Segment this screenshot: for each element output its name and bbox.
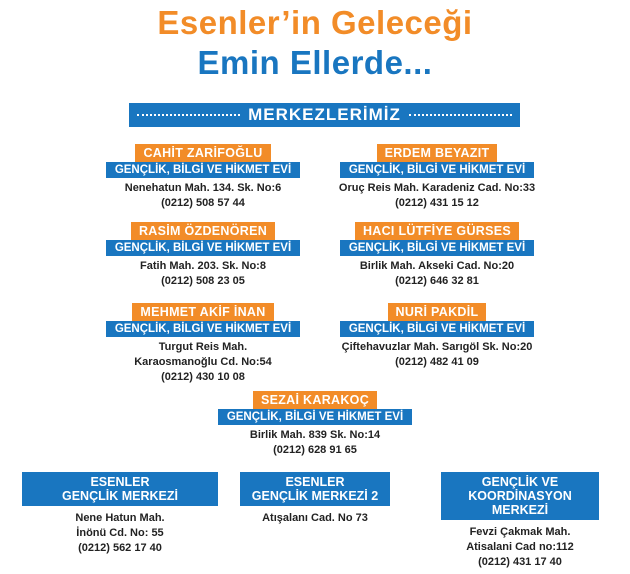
center-phone: (0212) 508 57 44: [161, 197, 245, 209]
center-type: GENÇLİK, BİLGİ VE HİKMET EVİ: [340, 162, 534, 178]
center-type: GENÇLİK, BİLGİ VE HİKMET EVİ: [340, 240, 534, 256]
center-address: Birlik Mah. 839 Sk. No:14: [249, 429, 381, 441]
youth-center-title-line-1: ESENLER: [90, 475, 150, 489]
center-phone: (0212) 431 15 12: [395, 197, 479, 209]
youth-center-address: Atışalanı Cad. No 73: [262, 512, 368, 524]
youth-center-title-line-2: GENÇLİK MERKEZİ 2: [251, 489, 379, 503]
center-card-mehmet-akif-inan: [68, 303, 338, 385]
banner-dots-left: [137, 114, 240, 116]
youth-center-address-line-1: Fevzi Çakmak Mah.: [469, 526, 571, 538]
center-name: RASİM ÖZDENÖREN: [131, 222, 275, 240]
center-type: GENÇLİK, BİLGİ VE HİKMET EVİ: [340, 321, 534, 337]
center-card-haci-lutfiye-gurses: [302, 222, 572, 289]
banner-title: MERKEZLERİMİZ: [248, 105, 401, 124]
youth-center-title: [441, 472, 599, 520]
center-name: HACI LÜTFİYE GÜRSES: [355, 222, 519, 240]
center-type: GENÇLİK, BİLGİ VE HİKMET EVİ: [106, 240, 300, 256]
center-address: Oruç Reis Mah. Karadeniz Cad. No:33: [338, 182, 536, 194]
headline-line-1: Esenler’in Geleceği: [157, 4, 473, 41]
youth-center-title: [22, 472, 218, 506]
youth-center-address-line-1: Nene Hatun Mah.: [75, 512, 165, 524]
center-type: GENÇLİK, BİLGİ VE HİKMET EVİ: [106, 162, 300, 178]
youth-center-card-koordinasyon: [410, 472, 630, 570]
center-type: GENÇLİK, BİLGİ VE HİKMET EVİ: [218, 409, 412, 425]
youth-center-title: [240, 472, 390, 506]
youth-center-phone: (0212) 562 17 40: [78, 542, 162, 554]
center-name: ERDEM BEYAZIT: [377, 144, 498, 162]
youth-center-address-line-2: Atisalani Cad no:112: [466, 541, 574, 553]
banner-dots-right: [409, 114, 512, 116]
youth-center-card-esenler-2: [204, 472, 426, 526]
center-address: Fatih Mah. 203. Sk. No:8: [140, 260, 266, 272]
center-phone: (0212) 430 10 08: [161, 371, 245, 383]
youth-center-title-line-1: GENÇLİK VE: [481, 475, 559, 489]
center-phone: (0212) 646 32 81: [395, 275, 479, 287]
center-card-erdem-beyazit: [302, 144, 572, 211]
center-type: GENÇLİK, BİLGİ VE HİKMET EVİ: [106, 321, 300, 337]
center-phone: (0212) 628 91 65: [273, 444, 357, 456]
youth-center-address-line-2: İnönü Cd. No: 55: [76, 527, 164, 539]
center-address: Nenehatun Mah. 134. Sk. No:6: [124, 182, 282, 194]
youth-center-title-line-2: GENÇLİK MERKEZİ: [62, 489, 178, 503]
center-name: MEHMET AKİF İNAN: [132, 303, 273, 321]
headline-line-2: Emin Ellerde...: [197, 44, 433, 81]
youth-center-title-line-2: KOORDİNASYON MERKEZİ: [468, 489, 572, 517]
center-phone: (0212) 482 41 09: [395, 356, 479, 368]
center-address: Birlik Mah. Akseki Cad. No:20: [359, 260, 515, 272]
youth-center-phone: (0212) 431 17 40: [478, 556, 562, 568]
center-card-sezai-karakoc: [180, 391, 450, 458]
center-address-line-2: Karaosmanoğlu Cd. No:54: [134, 356, 272, 368]
center-card-cahit-zarifoglu: [68, 144, 338, 211]
center-address-line-1: Turgut Reis Mah.: [158, 341, 248, 353]
center-card-nuri-pakdil: [302, 303, 572, 370]
center-card-rasim-ozdenoren: [68, 222, 338, 289]
center-phone: (0212) 508 23 05: [161, 275, 245, 287]
center-name: SEZAİ KARAKOÇ: [253, 391, 377, 409]
center-address: Çiftehavuzlar Mah. Sarıgöl Sk. No:20: [341, 341, 533, 353]
youth-center-title-line-1: ESENLER: [285, 475, 345, 489]
center-name: CAHİT ZARİFOĞLU: [135, 144, 270, 162]
center-name: NURİ PAKDİL: [388, 303, 487, 321]
centers-banner: [129, 103, 520, 127]
